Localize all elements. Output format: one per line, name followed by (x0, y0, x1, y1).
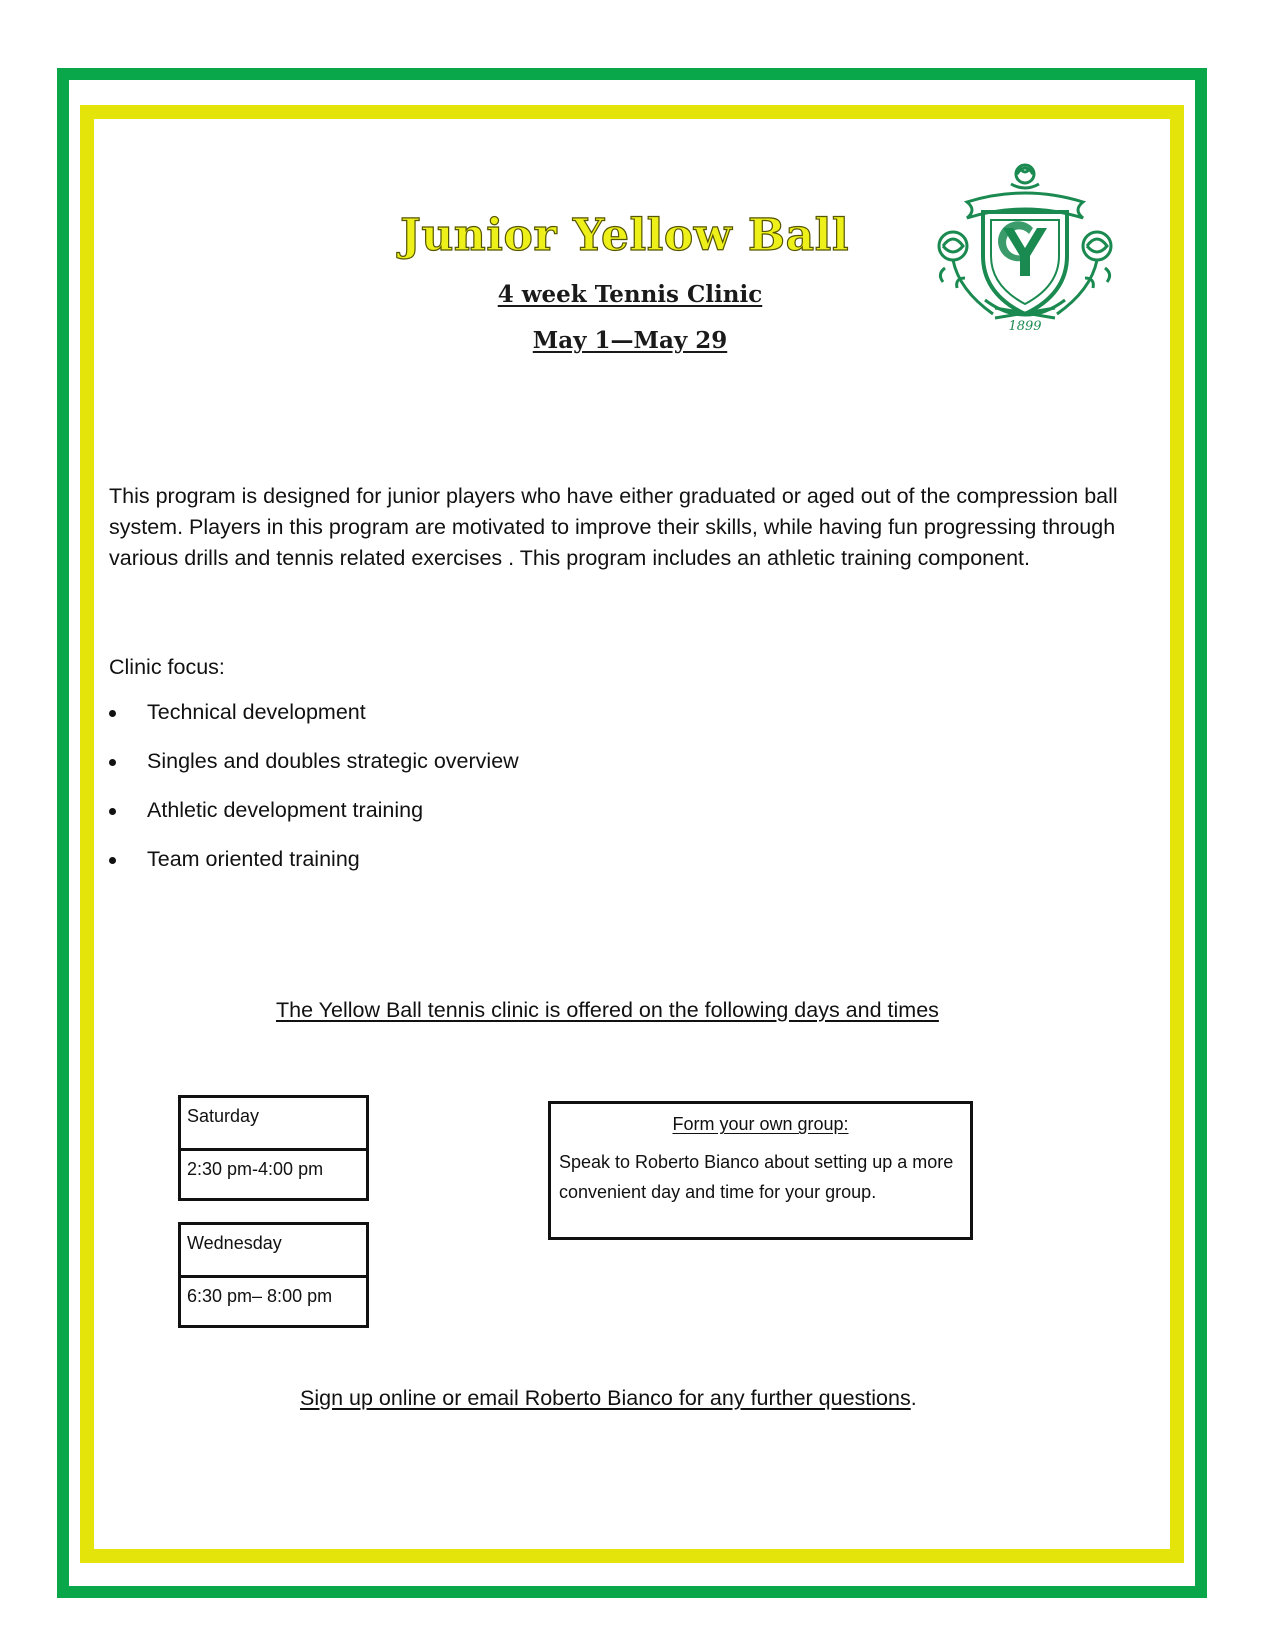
bullet-icon (109, 710, 116, 717)
schedule-box-wednesday (178, 1222, 369, 1328)
bullet-icon (109, 857, 116, 864)
focus-item-label: Singles and doubles strategic overview (147, 749, 519, 773)
schedule-time: 2:30 pm-4:00 pm (181, 1148, 366, 1198)
signup-period: . (910, 1386, 917, 1410)
program-description: This program is designed for junior players who have either graduated or aged out of the compression ball system. Players in this program are motivated to improve their skills, while having fun progressing through various drills and tennis related exercises . This program includes an athletic training component. (109, 484, 1118, 570)
own-group-text: Speak to Roberto Bianco about setting up a more convenient day and time for your group. (559, 1152, 954, 1202)
own-group-title: Form your own group: (672, 1114, 849, 1134)
schedule-time: 6:30 pm– 8:00 pm (181, 1275, 366, 1325)
list-item (109, 847, 519, 896)
list-item (109, 798, 519, 847)
focus-list (109, 700, 519, 896)
schedule-day: Wednesday (187, 1233, 282, 1253)
bullet-icon (109, 759, 116, 766)
signup-line (300, 1386, 917, 1411)
schedule-day: Saturday (187, 1106, 260, 1126)
focus-item-label: Team oriented training (147, 847, 360, 871)
page-title: Junior Yellow Ball (400, 210, 850, 261)
own-group-box (548, 1101, 973, 1240)
focus-label: Clinic focus: (109, 655, 225, 679)
clinic-subtitle: 4 week Tennis Clinic (497, 281, 763, 308)
list-item (109, 700, 519, 749)
crest-year: 1899 (1008, 319, 1042, 334)
club-crest-logo (925, 160, 1125, 335)
signup-link[interactable]: Sign up online or email Roberto Bianco for any further questions (300, 1386, 911, 1410)
focus-item-label: Technical development (147, 700, 366, 724)
focus-item-label: Athletic development training (147, 798, 424, 822)
schedule-heading: The Yellow Ball tennis clinic is offered on the following days and times (276, 998, 939, 1022)
bullet-icon (109, 808, 116, 815)
list-item (109, 749, 519, 798)
schedule-box-saturday (178, 1095, 369, 1201)
clinic-dates: May 1—May 29 (532, 327, 728, 354)
